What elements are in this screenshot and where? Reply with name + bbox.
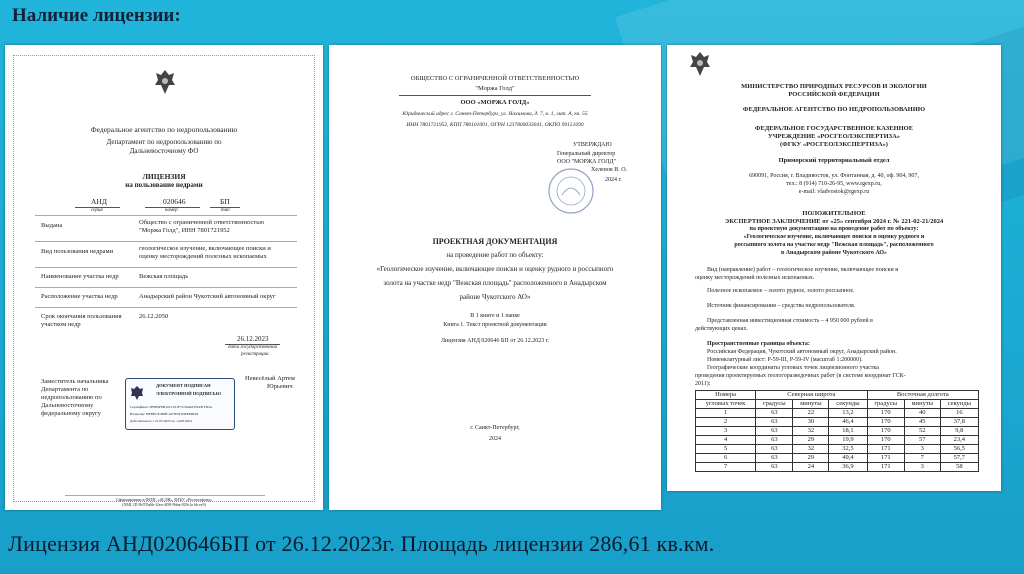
stamp-title: ДОКУМЕНТ ПОДПИСАН [156, 383, 211, 388]
agency-name: ФЕДЕРАЛЬНОЕ АГЕНТСТВО ПО НЕДРОПОЛЬЗОВАНИЮ [742, 106, 926, 113]
table-row: 5 63 32 32,5 171 3 56,5 [696, 445, 979, 454]
project-documentation [329, 45, 661, 510]
expert-conclusion-document [667, 45, 1001, 491]
investment-cost-2: действующих ценах. [695, 326, 748, 332]
license-department: Департамент по недропользованию по [106, 138, 222, 146]
approve-role: Генеральный директор [557, 151, 616, 157]
company-seal-icon [547, 167, 595, 215]
license-series: АНД [91, 197, 107, 206]
office-contacts: тел.: 8 (914) 710-26-95, www.rgexp.ru, [786, 181, 882, 187]
type-label: тип [221, 208, 230, 213]
expiry-label-2: участком недр [41, 321, 81, 328]
reg-label-2: регистрации [241, 352, 269, 357]
license-row-divider [35, 215, 297, 216]
table-header-deg: градусы [867, 400, 904, 409]
ministry-name-2: РОССИЙСКОЙ ФЕДЕРАЦИИ [788, 91, 880, 98]
issued-to-label: Выдана [41, 222, 63, 229]
project-book-title: Книга 1. Текст проектной документации [443, 322, 547, 328]
table-header-lon: Восточная долгота [867, 391, 978, 400]
table-row: 3 63 32 18,1 170 52 9,8 [696, 427, 979, 436]
stamp-certificate: Сертификат: 0F9B4F6B10C1231F7C59A6CE9AB FIDA [130, 405, 212, 409]
approve-year: 2024 г. [605, 177, 622, 183]
conclusion-subject: на проектную документацию на проведение работ по объекту: [749, 226, 919, 232]
work-type-2: оценку месторождений полезных ископаемых. [695, 275, 815, 281]
location-label: Расположение участка недр [41, 293, 118, 300]
table-header-min: минуты [793, 400, 829, 409]
coords-intro: Географические координаты угловых точек лицензионного участка [707, 365, 879, 371]
org-name-2: "Моржа Голд" [475, 85, 515, 92]
stamp-validity: Действителен: с 21.05.2023 по 14.08.2024 [130, 419, 192, 423]
slide-heading: Наличие лицензии: [12, 5, 181, 26]
org-short-name: ООО «МОРЖА ГОЛД» [460, 99, 530, 106]
number-label: номер [165, 208, 178, 213]
location-value: Анадырский район Чукотский автономный округ [139, 293, 276, 300]
org-name: ОБЩЕСТВО С ОГРАНИЧЕННОЙ ОТВЕТСТВЕННОСТЬЮ [410, 75, 580, 82]
project-object-3: районе Чукотского АО» [459, 293, 531, 301]
boundaries-region: Российская Федерация, Чукотский автономный округ, Анадырский район. [707, 349, 897, 355]
table-row: 2 63 30 46,4 170 45 37,8 [696, 418, 979, 427]
coordinates-table [695, 390, 979, 472]
work-type: Вид (направление) работ – геологическое изучение, включающее поиски и [707, 267, 899, 273]
conclusion-object-2: россыпного золота на участке недр "Вежская площадь", расположенного [734, 242, 934, 248]
table-header-deg: градусы [756, 400, 793, 409]
mineral-type: Полезное ископаемое – золото рудное, золото россыпное. [707, 288, 855, 294]
use-type-label: Вид пользования недрами [41, 248, 114, 255]
stamp-title-2: ЭЛЕКТРОННОЙ ПОДПИСЬЮ [156, 391, 221, 396]
approve-label: УТВЕРЖДАЮ [573, 142, 612, 148]
signer-name: Невесёлый Артем [245, 375, 295, 382]
signer-name-2: Юрьевич [267, 383, 293, 390]
project-doc-title: ПРОЕКТНАЯ ДОКУМЕНТАЦИЯ [432, 237, 558, 246]
registration-date: 26.12.2023 [237, 335, 269, 343]
table-header-sec: секунды [829, 400, 867, 409]
table-header-sec: секунды [940, 400, 978, 409]
project-books: В 1 книге и 1 папке [470, 313, 520, 319]
reg-label: дата государственной [228, 345, 278, 350]
institution-name: ФЕДЕРАЛЬНОЕ ГОСУДАРСТВЕННОЕ КАЗЕННОЕ [754, 125, 914, 132]
signer-role-2: Департамента по [41, 386, 89, 393]
office-address: 690091, Россия, г. Владивосток, ул. Фонтанная, д. 40, оф. 904, 907, [749, 173, 919, 179]
boundaries-title: Пространственные границы объекта: [707, 341, 810, 347]
conclusion-object: «Геологическое изучение, включающее поиски и оценку рудного и [743, 234, 925, 240]
russian-eagle-emblem-icon [152, 67, 178, 97]
series-label: серия [91, 208, 103, 213]
issued-to-value: Общество с ограниченной ответственностью [139, 219, 265, 226]
conclusion-number: ЭКСПЕРТНОЕ ЗАКЛЮЧЕНИЕ от «25» сентября 2024 г. № 221-02-21/2024 [724, 218, 944, 225]
expiry-value: 26.12.2050 [139, 313, 169, 320]
project-license-ref: Лицензия АНД 020646 БП от 26.12.2023 г. [440, 338, 550, 344]
footer-divider [65, 495, 265, 496]
russian-eagle-emblem-icon [687, 49, 713, 79]
project-object: «Геологическое изучение, включающее поиски и оценку рудного и россыпного [376, 265, 614, 273]
coords-intro-2: проведения проектируемых геологоразведочных работ (в системе координат ГСК- [695, 373, 906, 379]
regional-office: Приморский территориальный отдел [778, 157, 890, 164]
conclusion-object-3: в Анадырском районе Чукотского АО» [780, 250, 888, 256]
table-header-min: минуты [904, 400, 940, 409]
use-type-value-2: оценку месторождений полезных ископаемых [139, 253, 267, 260]
license-document [5, 45, 323, 510]
project-object-2: золота на участке недр "Вежская площадь" расположенного в Анадырском [383, 279, 607, 287]
org-ids: ИНН 7801721952, КПП 780101001, ОГРН 1237800033041, ОКПО 99151690 [406, 122, 584, 128]
license-row-divider [35, 267, 297, 268]
table-header-num: Номера [696, 391, 756, 400]
org-address: Юридический адрес г. Санкт-Петербург, ул. Нахимова, д. 7, к. 1, лит. А, кв. 55 [402, 111, 588, 117]
institution-name-3: (ФГКУ «РОСГЕОЛЭКСПЕРТИЗА») [780, 141, 888, 148]
table-row: 1 63 22 13,2 170 40 16 [696, 409, 979, 418]
electronic-signature-stamp [125, 378, 235, 430]
site-value: Вежская площадь [139, 273, 189, 280]
table-row: 6 63 29 49,4 171 7 57,7 [696, 454, 979, 463]
use-type-value: геологическое изучение, включающее поиски и [139, 245, 271, 252]
license-number: 020646 [163, 197, 186, 206]
stamp-owner: Владелец: НЕВЕСЁЛЫЙ АРТЕМ ЮРЬЕВИЧ [130, 412, 199, 416]
signer-role-5: федеральному округу [41, 410, 101, 417]
license-row-divider [35, 287, 297, 288]
table-row: 4 63 29 19,9 170 57 23,4 [696, 436, 979, 445]
license-footer-2: (XML ID 9b705a6b-f2ea-4f58-9bba-029c1e1dcce9) [122, 502, 206, 507]
license-row-divider [35, 241, 297, 242]
institution-name-2: УЧРЕЖДЕНИЕ «РОСГЕОЛЭКСПЕРТИЗА» [767, 133, 901, 140]
site-label: Наименование участка недр [41, 273, 119, 280]
signer-role-3: недропользованию по [41, 394, 102, 401]
license-footer: Сформировано в ФГИС «АСЛН», ФГБУ «Росгеолфонд» [116, 497, 212, 502]
investment-cost: Представленная инвестиционная стоимость – 4 950 000 рублей в [707, 318, 873, 324]
table-header-lat: Северная широта [756, 391, 867, 400]
license-department-2: Дальневосточному ФО [129, 147, 199, 155]
conclusion-title: ПОЛОЖИТЕЛЬНОЕ [802, 210, 866, 217]
signer-role: Заместитель начальника [41, 378, 109, 385]
issued-to-value-2: "Моржа Голд", ИНН 7801721952 [139, 227, 230, 234]
funding-source: Источник финансирования – средства недропользователя. [707, 303, 856, 309]
license-title: ЛИЦЕНЗИЯ [142, 172, 186, 181]
project-city: г. Санкт-Петербург, [470, 425, 520, 431]
project-doc-subtitle: на проведение работ по объекту: [446, 251, 544, 259]
license-agency: Федеральное агентство по недропользованию [90, 125, 238, 134]
approve-org: ООО "МОРЖА ГОЛД" [557, 159, 616, 165]
coords-intro-3: 2011): [695, 381, 711, 387]
nomenclature-sheet: Номенклатурный лист: Р-59-III, Р-59-IV (масштаб 1:200000). [707, 357, 863, 363]
expiry-label: Срок окончания пользования [41, 313, 122, 320]
slide-caption: Лицензия АНД020646БП от 26.12.2023г. Площадь лицензии 286,61 кв.км. [8, 531, 715, 556]
org-underline [399, 95, 591, 96]
license-subtitle: на пользование недрами [125, 181, 203, 189]
license-row-divider [35, 307, 297, 308]
approve-name: Хеленов В. О. [591, 167, 628, 173]
license-type: БП [220, 197, 230, 206]
table-header-num-2: угловых точек [696, 400, 756, 409]
ministry-name: МИНИСТЕРСТВО ПРИРОДНЫХ РЕСУРСОВ И ЭКОЛОГИИ [741, 83, 927, 90]
project-year: 2024 [489, 436, 501, 442]
table-row: 7 63 24 36,9 171 3 58 [696, 463, 979, 472]
signer-role-4: Дальневосточному [41, 402, 94, 409]
stamp-emblem-icon [130, 385, 144, 401]
office-email: e-mail: vladvostok@rgexp.ru [798, 189, 870, 195]
